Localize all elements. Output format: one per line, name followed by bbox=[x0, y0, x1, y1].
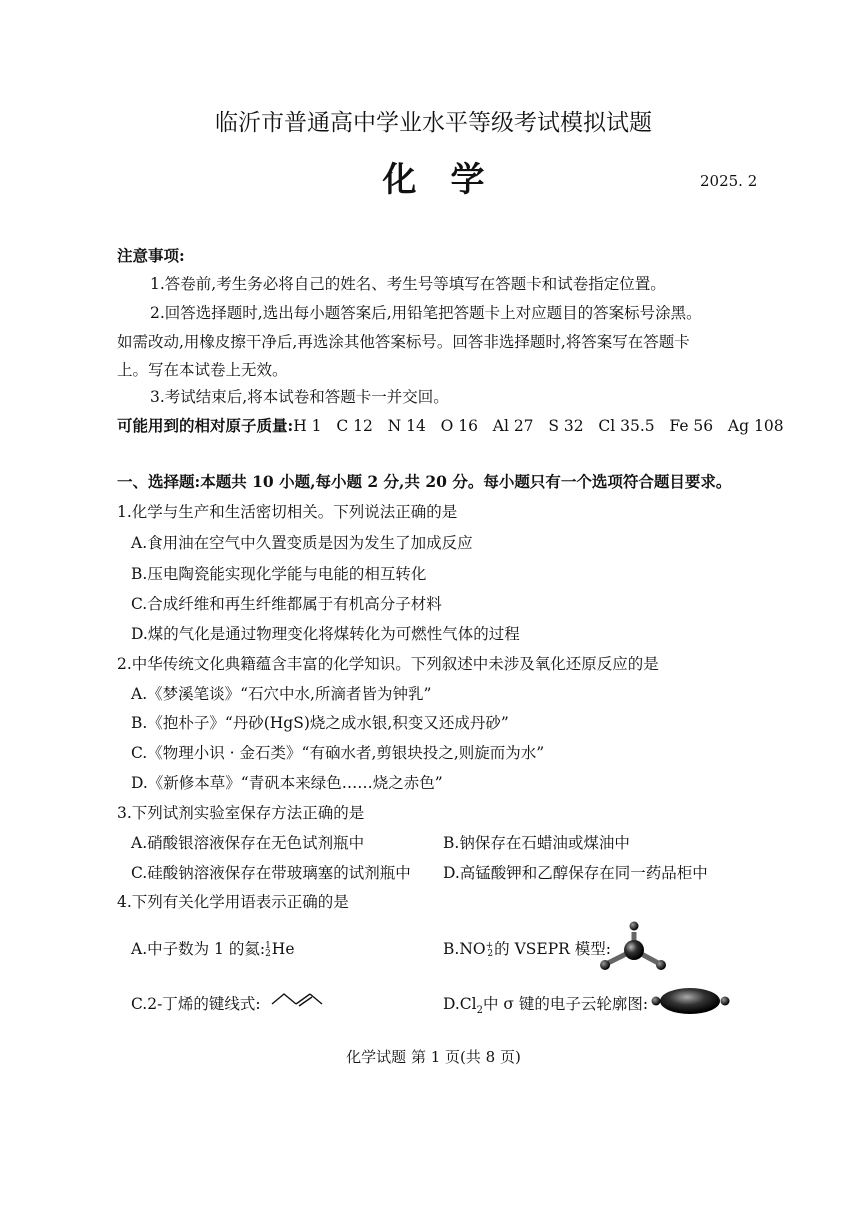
subject-title: 化学 bbox=[382, 160, 519, 200]
q1-option-c: C.合成纤维和再生纤维都属于有机高分子材料 bbox=[131, 595, 442, 613]
sigma-bond-electron-cloud-image bbox=[650, 985, 732, 1017]
q2-option-d: D.《新修本草》“青矾本来绿色……烧之赤色” bbox=[131, 774, 443, 792]
page-footer: 化学试题 第 1 页(共 8 页) bbox=[346, 1048, 521, 1066]
notice-item-2-line-1: 2.回答选择题时,选出每小题答案后,用铅笔把答题卡上对应题目的答案标号涂黑。 bbox=[150, 304, 702, 322]
q3-option-a: A.硝酸银溶液保存在无色试剂瓶中 bbox=[131, 834, 365, 852]
section-1-heading: 一、选择题:本题共 10 小题,每小题 2 分,共 20 分。每小题只有一个选项符合题目要求。 bbox=[117, 472, 732, 491]
no2-subscript: 2 bbox=[487, 949, 494, 959]
q3-stem: 3.下列试剂实验室保存方法正确的是 bbox=[117, 804, 365, 822]
helium-isotope-numbers bbox=[265, 942, 271, 958]
no2-charge: + bbox=[485, 941, 494, 951]
notice-item-2-line-2: 如需改动,用橡皮擦干净后,再选涂其他答案标号。回答非选择题时,将答案写在答题卡 bbox=[117, 333, 690, 351]
q4-option-a bbox=[131, 937, 295, 959]
q1-stem: 1.化学与生产和生活密切相关。下列说法正确的是 bbox=[117, 503, 458, 521]
vsepr-model-image bbox=[598, 920, 670, 978]
cl2-subscript: 2 bbox=[476, 1005, 483, 1017]
q3-option-c: C.硅酸钠溶液保存在带玻璃塞的试剂瓶中 bbox=[131, 864, 411, 882]
q1-option-a: A.食用油在空气中久置变质是因为发生了加成反应 bbox=[131, 534, 473, 552]
q1-option-b: B.压电陶瓷能实现化学能与电能的相互转化 bbox=[131, 565, 427, 583]
q2-option-a: A.《梦溪笔谈》“石穴中水,所滴者皆为钟乳” bbox=[131, 685, 432, 703]
q3-option-d: D.高锰酸钾和乙醇保存在同一药品柜中 bbox=[443, 864, 708, 882]
q4-option-a-text: A.中子数为 1 的氦: bbox=[131, 940, 266, 958]
no2-charge-and-count bbox=[486, 942, 494, 958]
q2-option-b: B.《抱朴子》“丹砂(HgS)烧之成水银,积变又还成丹砂” bbox=[131, 714, 509, 732]
notice-item-3: 3.考试结束后,将本试卷和答题卡一并交回。 bbox=[150, 388, 449, 406]
notice-heading: 注意事项: bbox=[117, 246, 185, 265]
exam-title: 临沂市普通高中学业水平等级考试模拟试题 bbox=[215, 110, 652, 136]
q4-stem: 4.下列有关化学用语表示正确的是 bbox=[117, 893, 349, 911]
q2-stem: 2.中华传统文化典籍蕴含丰富的化学知识。下列叙述中未涉及氧化还原反应的是 bbox=[117, 655, 659, 673]
notice-item-1: 1.答卷前,考生务必将自己的姓名、考生号等填写在答题卡和试卷指定位置。 bbox=[150, 275, 666, 293]
notice-item-2-line-3: 上。写在本试卷上无效。 bbox=[117, 361, 288, 379]
mass-number: 1 bbox=[265, 941, 271, 951]
q4-option-d-suffix: 中 σ 键的电子云轮廓图: bbox=[483, 995, 649, 1013]
exam-date: 2025. 2 bbox=[700, 172, 758, 190]
atomic-masses bbox=[117, 414, 784, 436]
q4-option-c-text: C.2-丁烯的键线式: bbox=[131, 995, 261, 1013]
atomic-number: 2 bbox=[265, 949, 271, 959]
atomic-masses-label: 可能用到的相对原子质量: bbox=[117, 416, 294, 435]
helium-symbol: He bbox=[271, 940, 295, 958]
q4-option-b bbox=[443, 937, 611, 959]
q4-option-b-suffix: 的 VSEPR 模型: bbox=[494, 940, 611, 958]
q4-option-b-prefix: B.NO bbox=[443, 940, 486, 958]
q2-option-c: C.《物理小识 · 金石类》“有硇水者,剪银块投之,则旋而为水” bbox=[131, 744, 545, 762]
atomic-masses-values: H 1 C 12 N 14 O 16 Al 27 S 32 Cl 35.5 Fe 56 Ag 108 bbox=[293, 417, 784, 435]
q4-option-c bbox=[131, 992, 261, 1014]
2-butene-skeletal-formula bbox=[270, 990, 326, 1008]
q4-option-d bbox=[443, 992, 648, 1016]
q4-option-d-prefix: D.Cl bbox=[443, 995, 477, 1013]
q3-option-b: B.钠保存在石蜡油或煤油中 bbox=[443, 834, 630, 852]
q1-option-d: D.煤的气化是通过物理变化将煤转化为可燃性气体的过程 bbox=[131, 625, 520, 643]
